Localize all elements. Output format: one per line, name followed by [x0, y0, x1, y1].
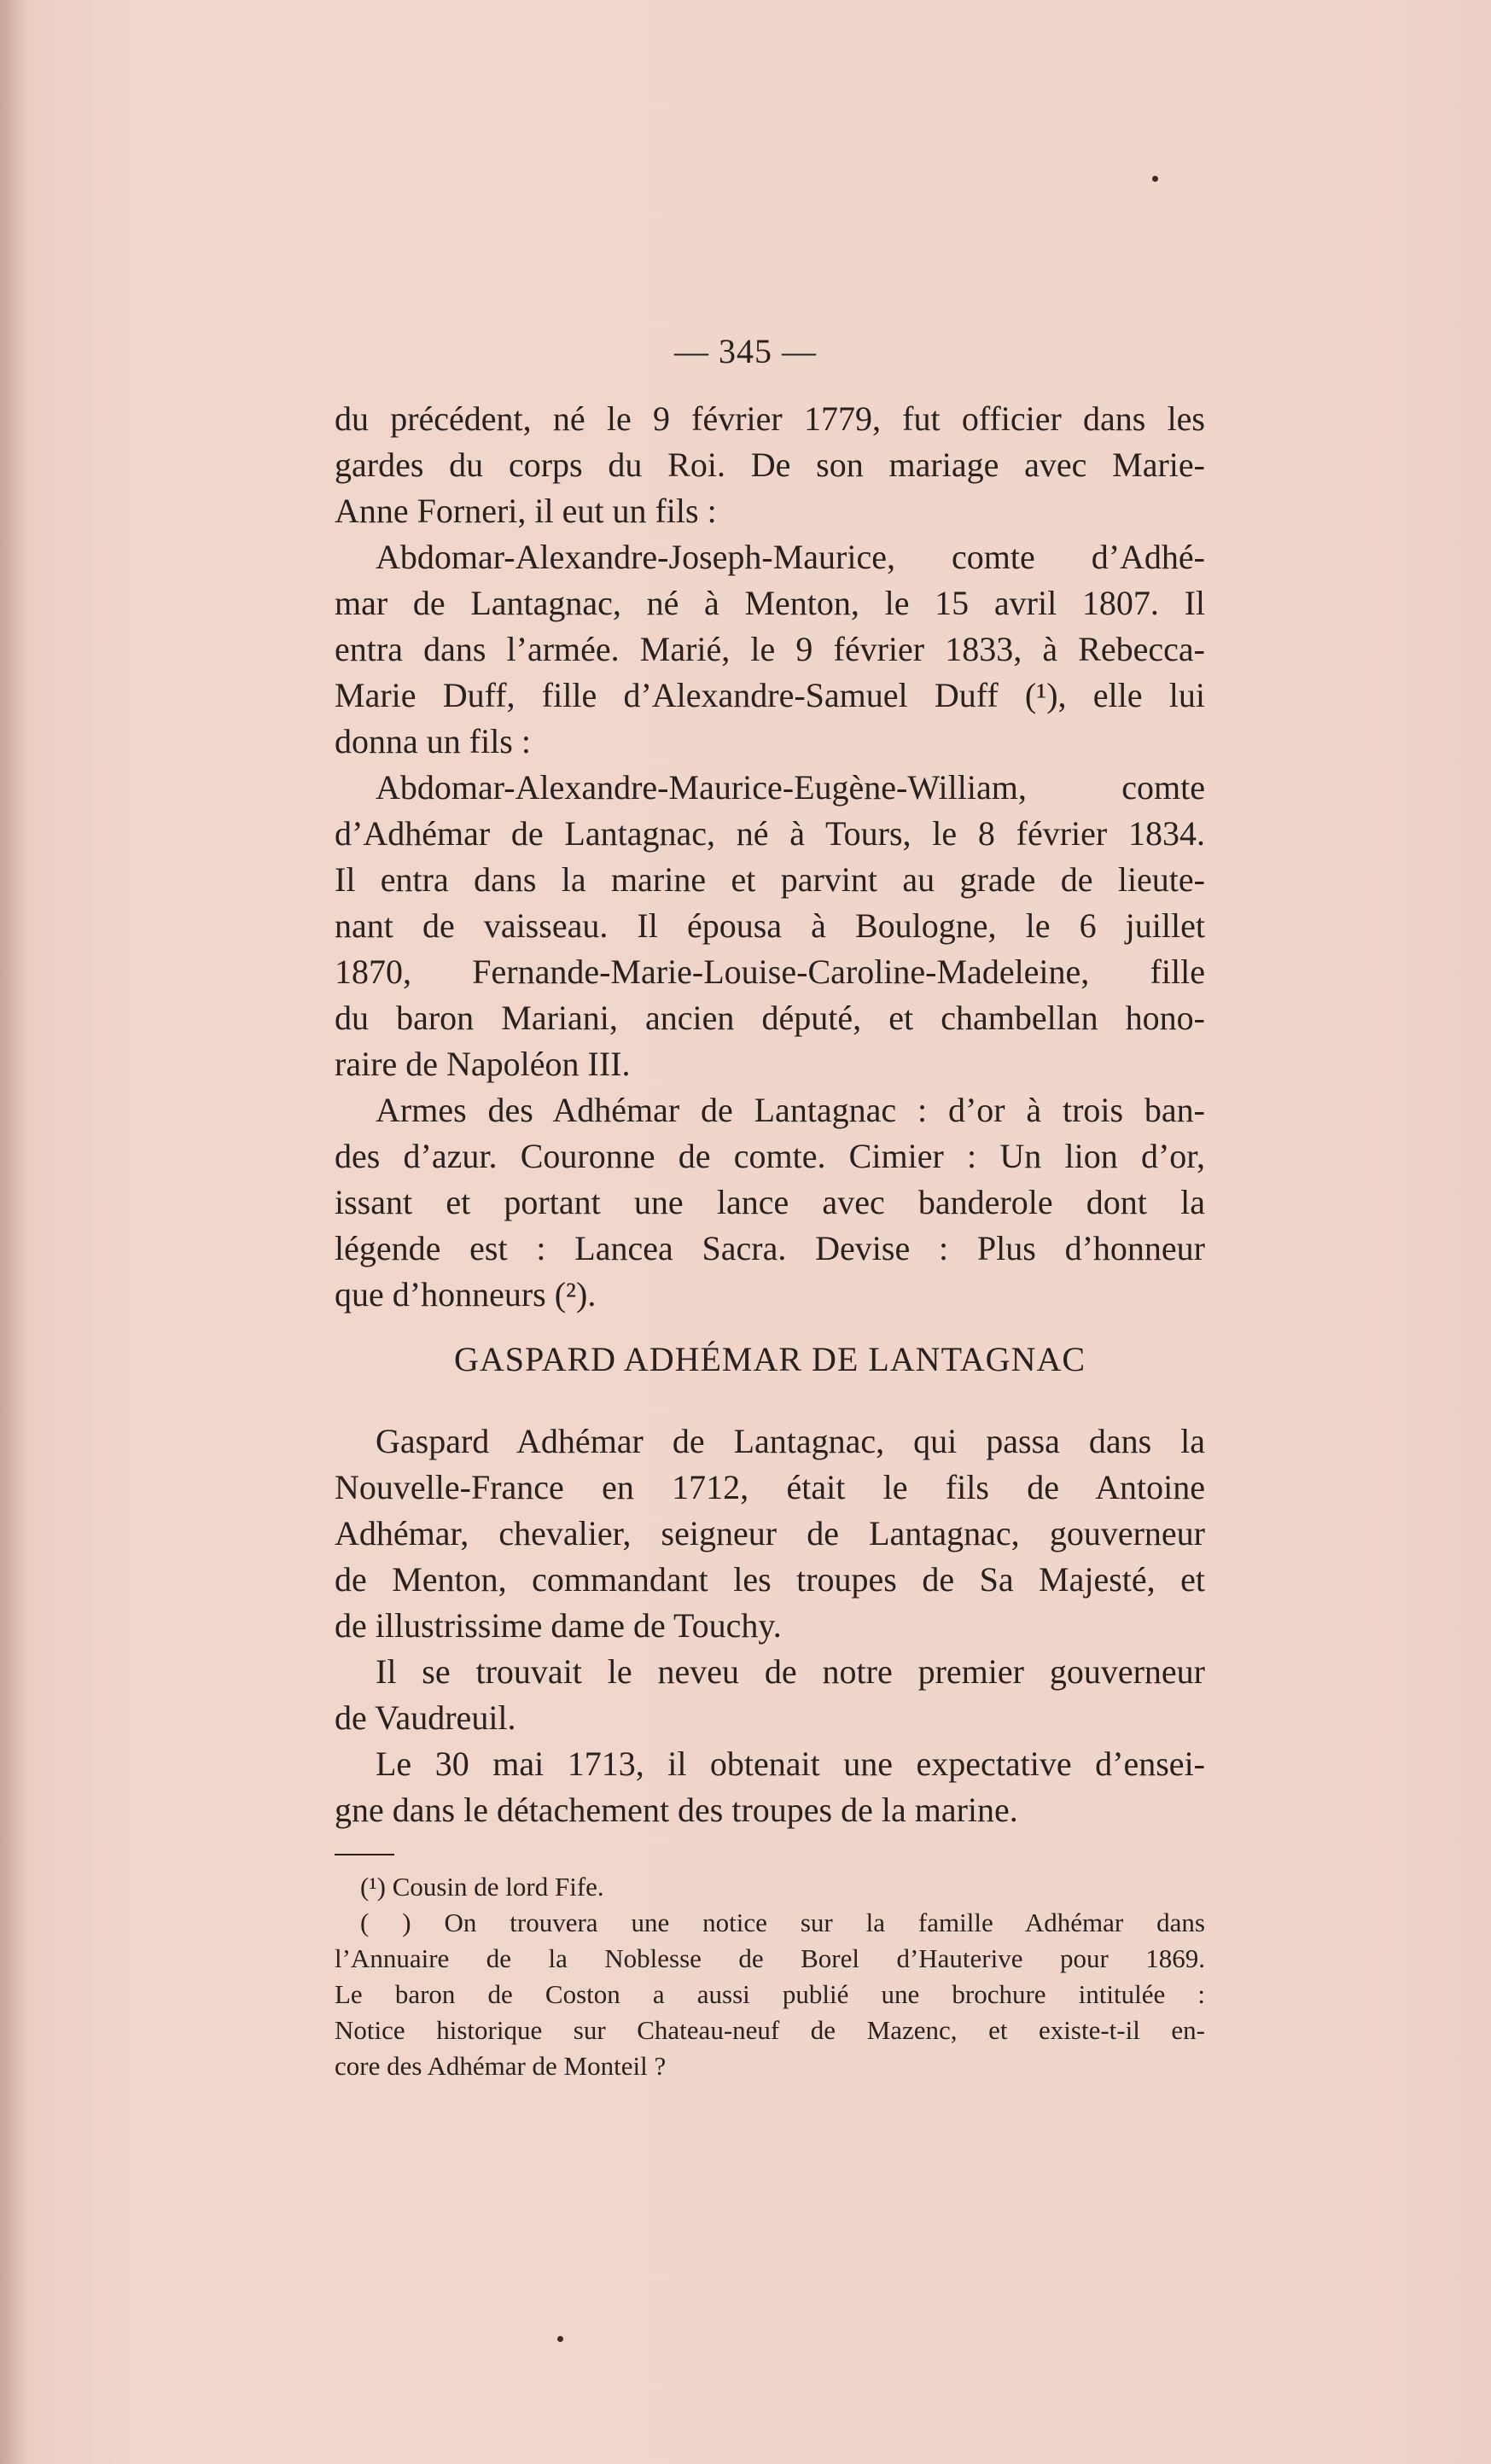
- text-line: Adhémar, chevalier, seigneur de Lantagnac, gouverneur: [335, 1514, 1205, 1552]
- text-line: Abdomar-Alexandre-Maurice-Eugène-William, comte: [376, 768, 1205, 807]
- text-line: 1870, Fernande-Marie-Louise-Caroline-Madeleine, fille: [335, 952, 1205, 991]
- text-line: que d’honneurs (²).: [335, 1275, 597, 1314]
- text-line: Nouvelle-France en 1712, était le fils de Antoine: [335, 1468, 1205, 1506]
- paper-speck: [557, 2336, 563, 2342]
- footnote-line: core des Adhémar de Monteil ?: [335, 2051, 667, 2081]
- footnote-line: ( ) On trouvera une notice sur la famille Adhémar dans: [360, 1908, 1205, 1937]
- paragraph-3: [335, 765, 1205, 1087]
- text-line: de Menton, commandant les troupes de Sa Majesté, et: [335, 1560, 1205, 1599]
- footnote-line: Le baron de Coston a aussi publié une brochure intitulée :: [335, 1979, 1205, 2009]
- footnote-line: l’Annuaire de la Noblesse de Borel d’Hauterive pour 1869.: [335, 1943, 1205, 1973]
- text-line: de illustrissime dame de Touchy.: [335, 1606, 782, 1645]
- paragraph-6: [335, 1649, 1205, 1741]
- text-line: Gaspard Adhémar de Lantagnac, qui passa dans la: [376, 1422, 1205, 1460]
- paragraph-7: [335, 1741, 1205, 1833]
- paragraph-4: [335, 1087, 1205, 1318]
- text-line: nant de vaisseau. Il épousa à Boulogne, le 6 juillet: [335, 906, 1205, 945]
- text-line: Il entra dans la marine et parvint au grade de lieute-: [335, 860, 1205, 899]
- text-line: gardes du corps du Roi. De son mariage avec Marie-: [335, 446, 1205, 484]
- text-line: légende est : Lancea Sacra. Devise : Plus d’honneur: [335, 1229, 1205, 1267]
- footnote-line: Notice historique sur Chateau-neuf de Mazenc, et existe-t-il en-: [335, 2015, 1205, 2045]
- text-line: Le 30 mai 1713, il obtenait une expectative d’ensei-: [376, 1745, 1205, 1783]
- section-heading: GASPARD ADHÉMAR DE LANTAGNAC: [453, 1340, 1086, 1378]
- text-line: de Vaudreuil.: [335, 1698, 516, 1737]
- text-line: raire de Napoléon III.: [335, 1045, 631, 1083]
- text-line: Abdomar-Alexandre-Joseph-Maurice, comte d’Adhé-: [376, 538, 1205, 576]
- text-line: mar de Lantagnac, né à Menton, le 15 avril 1807. Il: [335, 584, 1205, 622]
- text-block: [335, 396, 1205, 2084]
- text-line: du précédent, né le 9 février 1779, fut officier dans les: [335, 399, 1205, 438]
- paragraph-5: [335, 1418, 1205, 1649]
- paper-speck: [1152, 176, 1158, 182]
- footnote-separator: [335, 1854, 394, 1869]
- text-line: Armes des Adhémar de Lantagnac : d’or à trois ban-: [376, 1091, 1205, 1129]
- text-line: donna un fils :: [335, 722, 531, 760]
- paragraph-2: [335, 534, 1205, 765]
- text-line: entra dans l’armée. Marié, le 9 février 1833, à Rebecca-: [335, 630, 1205, 668]
- text-line: du baron Mariani, ancien député, et chambellan hono-: [335, 999, 1205, 1037]
- text-line: des d’azur. Couronne de comte. Cimier : Un lion d’or,: [335, 1137, 1205, 1175]
- paragraph-1: [335, 396, 1205, 534]
- text-line: Anne Forneri, il eut un fils :: [335, 492, 717, 530]
- text-line: d’Adhémar de Lantagnac, né à Tours, le 8 février 1834.: [335, 814, 1205, 853]
- text-line: gne dans le détachement des troupes de la marine.: [335, 1791, 1018, 1829]
- text-line: Marie Duff, fille d’Alexandre-Samuel Duff (¹), elle lui: [335, 676, 1205, 714]
- footnotes: [335, 1869, 1205, 2084]
- text-line: Il se trouvait le neveu de notre premier gouverneur: [376, 1652, 1205, 1691]
- footnote-1: (¹) Cousin de lord Fife.: [360, 1872, 604, 1902]
- page-number: — 345 —: [674, 332, 817, 370]
- text-line: issant et portant une lance avec banderole dont la: [335, 1183, 1205, 1221]
